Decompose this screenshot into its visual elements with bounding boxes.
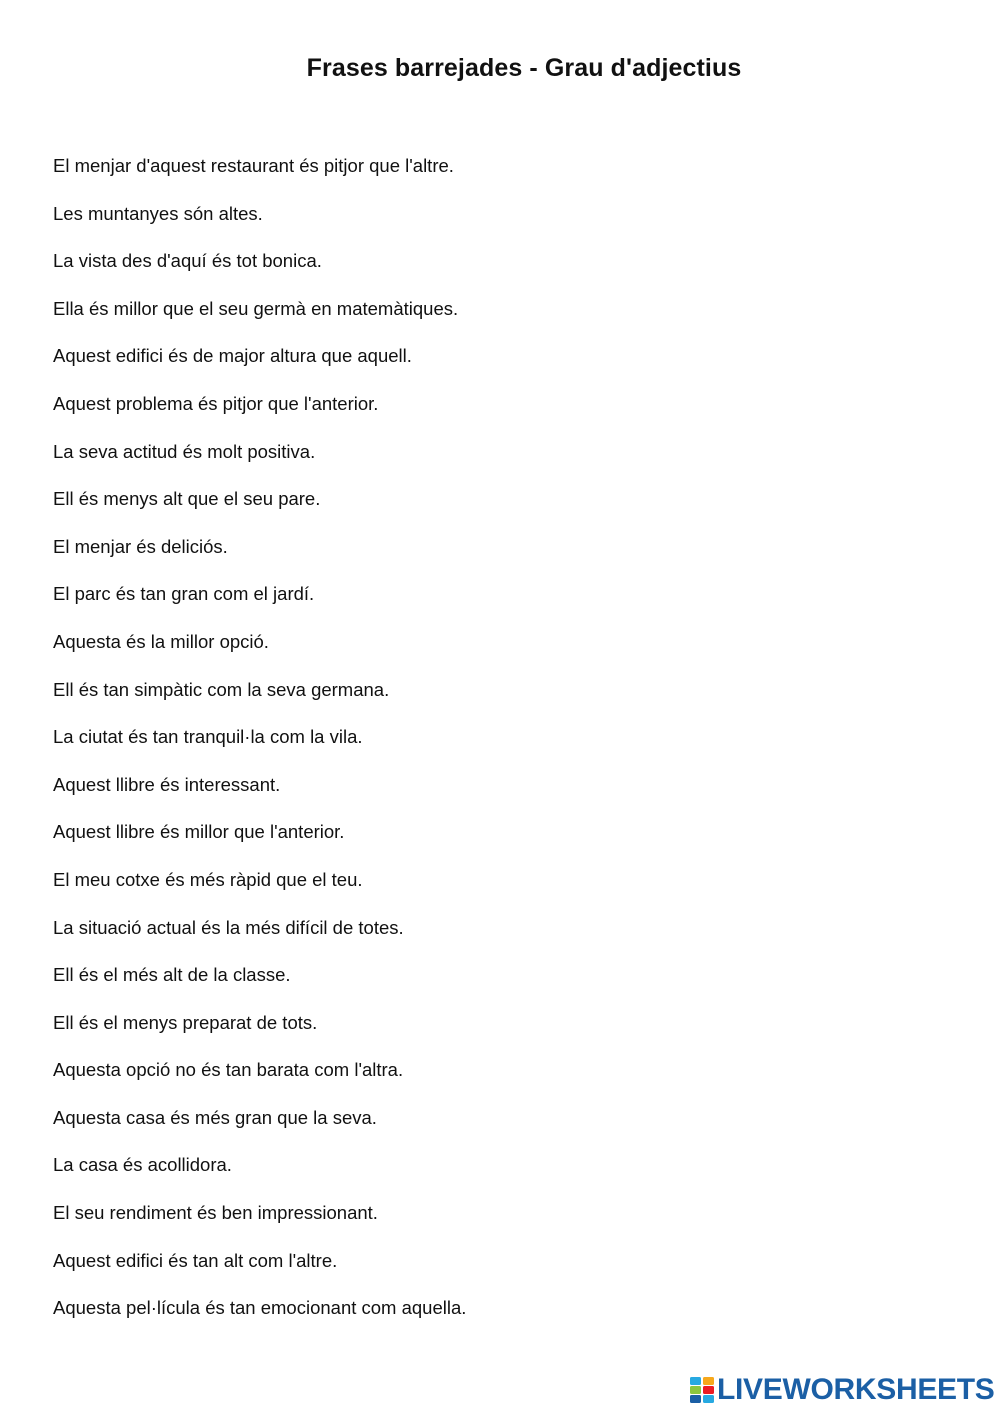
sentence-item: La seva actitud és molt positiva.	[53, 440, 316, 462]
sentence-item: Ell és menys alt que el seu pare.	[53, 488, 321, 510]
sentence-item: Aquesta és la millor opció.	[53, 630, 269, 652]
sentence-item: Aquest edifici és de major altura que aquell.	[53, 345, 412, 367]
sentence-item: Aquesta pel·lícula és tan emocionant com aquella.	[53, 1297, 467, 1319]
sentence-item: Aquest problema és pitjor que l'anterior.	[53, 392, 379, 414]
sentence-item: Aquesta casa és més gran que la seva.	[53, 1106, 377, 1128]
sentence-item: Aquest llibre és millor que l'anterior.	[53, 821, 345, 843]
sentence-item: Ell és el menys preparat de tots.	[53, 1011, 318, 1033]
sentence-item: El menjar és deliciós.	[53, 535, 228, 557]
sentence-item: El seu rendiment és ben impressionant.	[53, 1202, 378, 1224]
sentence-item: Les muntanyes són altes.	[53, 202, 263, 224]
sentence-item: El meu cotxe és més ràpid que el teu.	[53, 868, 363, 890]
sentence-item: Ella és millor que el seu germà en matemàtiques.	[53, 297, 459, 319]
sentence-item: La situació actual és la més difícil de totes.	[53, 916, 404, 938]
logo-wordmark: LIVEWORKSHEETS	[717, 1373, 995, 1406]
sentence-item: La casa és acollidora.	[53, 1154, 232, 1176]
sentence-item: Aquest llibre és interessant.	[53, 773, 281, 795]
sentence-item: Ell és el més alt de la classe.	[53, 964, 291, 986]
page-title: Frases barrejades - Grau d'adjectius	[306, 54, 742, 82]
sentence-item: El menjar d'aquest restaurant és pitjor que l'altre.	[53, 155, 454, 176]
sentence-list	[53, 152, 466, 1342]
sentence-item: Aquesta opció no és tan barata com l'altra.	[53, 1059, 404, 1081]
liveworksheets-logo	[690, 1374, 995, 1406]
sentence-item: La ciutat és tan tranquil·la com la vila.	[53, 726, 363, 748]
sentence-item: El parc és tan gran com el jardí.	[53, 583, 315, 605]
sentence-item: La vista des d'aquí és tot bonica.	[53, 250, 322, 272]
liveworksheets-logo-icon	[690, 1377, 714, 1403]
sentence-item: Aquest edifici és tan alt com l'altre.	[53, 1249, 338, 1271]
sentence-item: Ell és tan simpàtic com la seva germana.	[53, 678, 390, 700]
